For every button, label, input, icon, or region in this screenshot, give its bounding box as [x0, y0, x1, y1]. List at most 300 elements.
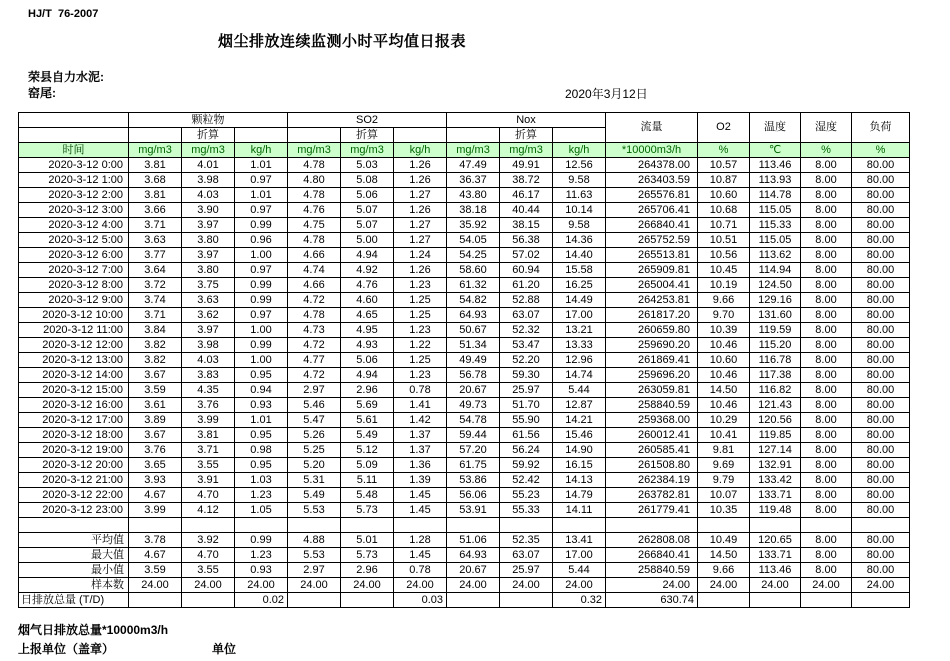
value-cell	[129, 593, 182, 608]
unit-cell: %	[852, 143, 910, 158]
value-cell: 3.64	[129, 263, 182, 278]
summary-label: 日排放总量 (T/D)	[19, 593, 129, 608]
value-cell	[801, 593, 852, 608]
value-cell: 119.85	[750, 428, 801, 443]
value-cell: 1.26	[394, 263, 447, 278]
value-cell: 24.00	[394, 578, 447, 593]
value-cell: 8.00	[801, 203, 852, 218]
hour-row	[19, 203, 910, 218]
value-cell: 80.00	[852, 368, 910, 383]
value-cell: 52.42	[500, 473, 553, 488]
value-cell: 43.80	[447, 188, 500, 203]
hour-row	[19, 443, 910, 458]
hour-row	[19, 338, 910, 353]
value-cell: 264253.81	[606, 293, 698, 308]
value-cell: 4.12	[182, 503, 235, 518]
hour-row	[19, 458, 910, 473]
col-group-flow: 流量	[606, 113, 698, 143]
value-cell: 59.92	[500, 458, 553, 473]
value-cell	[852, 593, 910, 608]
value-cell: 0.99	[235, 338, 288, 353]
value-cell: 3.81	[129, 188, 182, 203]
value-cell: 1.25	[394, 293, 447, 308]
value-cell: 8.00	[801, 488, 852, 503]
value-cell: 115.05	[750, 233, 801, 248]
value-cell: 263403.59	[606, 173, 698, 188]
value-cell: 4.76	[341, 278, 394, 293]
value-cell: 3.81	[129, 158, 182, 173]
value-cell: 9.66	[698, 293, 750, 308]
value-cell: 52.32	[500, 323, 553, 338]
blank-cell	[553, 128, 606, 143]
summary-label: 最大值	[19, 548, 129, 563]
value-cell: 3.99	[182, 413, 235, 428]
blank-cell	[288, 518, 341, 533]
value-cell: 10.29	[698, 413, 750, 428]
value-cell: 10.46	[698, 398, 750, 413]
value-cell: 113.46	[750, 158, 801, 173]
value-cell: 3.63	[182, 293, 235, 308]
value-cell: 4.72	[288, 368, 341, 383]
value-cell: 63.07	[500, 308, 553, 323]
value-cell: 1.27	[394, 218, 447, 233]
value-cell: 113.93	[750, 173, 801, 188]
summary-label: 平均值	[19, 533, 129, 548]
hour-row	[19, 278, 910, 293]
value-cell: 1.00	[235, 323, 288, 338]
value-cell: 8.00	[801, 248, 852, 263]
blank-cell	[288, 128, 341, 143]
value-cell: 80.00	[852, 443, 910, 458]
value-cell: 8.00	[801, 353, 852, 368]
value-cell: 8.00	[801, 233, 852, 248]
value-cell: 5.06	[341, 353, 394, 368]
value-cell: 0.97	[235, 263, 288, 278]
value-cell: 1.23	[394, 368, 447, 383]
value-cell: 8.00	[801, 428, 852, 443]
value-cell: 5.44	[553, 563, 606, 578]
col-group-o2: O2	[698, 113, 750, 143]
value-cell: 5.03	[341, 158, 394, 173]
blank-cell	[500, 518, 553, 533]
value-cell: 1.24	[394, 248, 447, 263]
hour-row	[19, 413, 910, 428]
value-cell: 10.14	[553, 203, 606, 218]
value-cell: 24.00	[553, 578, 606, 593]
value-cell: 8.00	[801, 563, 852, 578]
value-cell: 3.78	[129, 533, 182, 548]
value-cell: 25.97	[500, 383, 553, 398]
value-cell: 1.22	[394, 338, 447, 353]
value-cell: 0.97	[235, 173, 288, 188]
unit-cell: kg/h	[394, 143, 447, 158]
value-cell: 14.50	[698, 383, 750, 398]
value-cell: 9.58	[553, 173, 606, 188]
value-cell: 5.48	[341, 488, 394, 503]
value-cell: 265752.59	[606, 233, 698, 248]
value-cell: 10.46	[698, 368, 750, 383]
value-cell: 3.66	[129, 203, 182, 218]
page-title: 烟尘排放连续监测小时平均值日报表	[218, 33, 467, 50]
value-cell: 264378.00	[606, 158, 698, 173]
value-cell: 3.77	[129, 248, 182, 263]
value-cell: 4.78	[288, 188, 341, 203]
value-cell: 8.00	[801, 308, 852, 323]
value-cell: 24.00	[750, 578, 801, 593]
value-cell: 3.97	[182, 323, 235, 338]
value-cell: 59.44	[447, 428, 500, 443]
time-cell: 2020-3-12 15:00	[19, 383, 129, 398]
value-cell: 127.14	[750, 443, 801, 458]
hour-row	[19, 248, 910, 263]
value-cell: 4.78	[288, 308, 341, 323]
unit-cell: mg/m3	[341, 143, 394, 158]
value-cell: 119.48	[750, 503, 801, 518]
value-cell: 4.93	[341, 338, 394, 353]
value-cell: 80.00	[852, 278, 910, 293]
value-cell: 14.90	[553, 443, 606, 458]
time-cell: 2020-3-12 17:00	[19, 413, 129, 428]
value-cell: 3.74	[129, 293, 182, 308]
value-cell: 52.20	[500, 353, 553, 368]
value-cell: 24.00	[235, 578, 288, 593]
value-cell: 10.56	[698, 248, 750, 263]
value-cell: 4.74	[288, 263, 341, 278]
value-cell: 80.00	[852, 323, 910, 338]
value-cell: 3.71	[129, 308, 182, 323]
value-cell: 4.03	[182, 353, 235, 368]
blank-cell	[341, 518, 394, 533]
value-cell: 1.00	[235, 353, 288, 368]
value-cell: 2.97	[288, 383, 341, 398]
value-cell: 2.96	[341, 563, 394, 578]
value-cell: 40.44	[500, 203, 553, 218]
value-cell: 261817.20	[606, 308, 698, 323]
value-cell: 13.41	[553, 533, 606, 548]
value-cell: 1.42	[394, 413, 447, 428]
value-cell: 5.61	[341, 413, 394, 428]
time-cell: 2020-3-12 0:00	[19, 158, 129, 173]
col-group-humidity: 湿度	[801, 113, 852, 143]
value-cell: 10.41	[698, 428, 750, 443]
value-cell	[500, 593, 553, 608]
time-cell: 2020-3-12 16:00	[19, 398, 129, 413]
time-cell: 2020-3-12 23:00	[19, 503, 129, 518]
value-cell: 3.72	[129, 278, 182, 293]
value-cell: 266840.41	[606, 548, 698, 563]
value-cell: 80.00	[852, 413, 910, 428]
unit-cell: %	[698, 143, 750, 158]
value-cell: 56.38	[500, 233, 553, 248]
blank-cell	[19, 518, 129, 533]
value-cell: 3.89	[129, 413, 182, 428]
summary-row	[19, 563, 910, 578]
value-cell: 5.31	[288, 473, 341, 488]
value-cell: 1.26	[394, 158, 447, 173]
value-cell: 3.55	[182, 563, 235, 578]
col-group-temperature: 温度	[750, 113, 801, 143]
value-cell: 13.21	[553, 323, 606, 338]
value-cell: 2.97	[288, 563, 341, 578]
value-cell: 80.00	[852, 263, 910, 278]
blank-cell	[698, 518, 750, 533]
value-cell: 16.25	[553, 278, 606, 293]
value-cell: 20.67	[447, 383, 500, 398]
value-cell: 61.32	[447, 278, 500, 293]
value-cell: 5.12	[341, 443, 394, 458]
value-cell: 80.00	[852, 353, 910, 368]
value-cell: 131.60	[750, 308, 801, 323]
value-cell: 10.45	[698, 263, 750, 278]
value-cell: 1.26	[394, 203, 447, 218]
value-cell: 630.74	[606, 593, 698, 608]
value-cell: 10.60	[698, 188, 750, 203]
value-cell: 8.00	[801, 458, 852, 473]
value-cell: 53.47	[500, 338, 553, 353]
value-cell: 133.71	[750, 488, 801, 503]
value-cell: 54.82	[447, 293, 500, 308]
unit-cell: ℃	[750, 143, 801, 158]
value-cell: 80.00	[852, 338, 910, 353]
value-cell: 120.56	[750, 413, 801, 428]
value-cell: 260012.41	[606, 428, 698, 443]
value-cell: 80.00	[852, 383, 910, 398]
report-table	[18, 112, 910, 608]
value-cell: 24.00	[698, 578, 750, 593]
value-cell: 9.79	[698, 473, 750, 488]
value-cell: 4.94	[341, 368, 394, 383]
blank-cell	[235, 518, 288, 533]
value-cell: 259696.20	[606, 368, 698, 383]
value-cell: 80.00	[852, 398, 910, 413]
value-cell: 5.01	[341, 533, 394, 548]
time-header: 时间	[19, 143, 129, 158]
value-cell: 114.94	[750, 263, 801, 278]
value-cell: 8.00	[801, 398, 852, 413]
value-cell: 4.95	[341, 323, 394, 338]
value-cell: 114.78	[750, 188, 801, 203]
value-cell: 262808.08	[606, 533, 698, 548]
value-cell: 1.36	[394, 458, 447, 473]
value-cell: 0.95	[235, 368, 288, 383]
value-cell: 121.43	[750, 398, 801, 413]
value-cell: 1.00	[235, 248, 288, 263]
value-cell: 8.00	[801, 533, 852, 548]
hour-row	[19, 353, 910, 368]
value-cell: 0.98	[235, 443, 288, 458]
value-cell: 53.91	[447, 503, 500, 518]
value-cell: 8.00	[801, 278, 852, 293]
value-cell	[750, 593, 801, 608]
value-cell: 20.67	[447, 563, 500, 578]
value-cell: 5.11	[341, 473, 394, 488]
blank-cell	[553, 518, 606, 533]
standard-number: HJ/T 76-2007	[28, 8, 99, 20]
value-cell: 3.59	[129, 383, 182, 398]
hour-row	[19, 428, 910, 443]
value-cell: 49.91	[500, 158, 553, 173]
value-cell: 8.00	[801, 368, 852, 383]
value-cell: 265909.81	[606, 263, 698, 278]
value-cell: 9.58	[553, 218, 606, 233]
value-cell: 3.65	[129, 458, 182, 473]
value-cell: 0.93	[235, 563, 288, 578]
value-cell: 10.87	[698, 173, 750, 188]
time-cell: 2020-3-12 4:00	[19, 218, 129, 233]
value-cell: 4.67	[129, 488, 182, 503]
value-cell: 262384.19	[606, 473, 698, 488]
value-cell: 12.87	[553, 398, 606, 413]
value-cell: 5.46	[288, 398, 341, 413]
value-cell: 113.46	[750, 563, 801, 578]
time-cell: 2020-3-12 13:00	[19, 353, 129, 368]
value-cell: 24.00	[129, 578, 182, 593]
value-cell: 3.84	[129, 323, 182, 338]
time-cell: 2020-3-12 3:00	[19, 203, 129, 218]
value-cell: 265706.41	[606, 203, 698, 218]
summary-row	[19, 533, 910, 548]
value-cell: 113.62	[750, 248, 801, 263]
value-cell: 57.20	[447, 443, 500, 458]
value-cell: 132.91	[750, 458, 801, 473]
blank-cell	[182, 518, 235, 533]
value-cell: 3.82	[129, 338, 182, 353]
value-cell: 3.93	[129, 473, 182, 488]
value-cell: 3.61	[129, 398, 182, 413]
value-cell: 4.03	[182, 188, 235, 203]
time-cell: 2020-3-12 11:00	[19, 323, 129, 338]
value-cell: 1.39	[394, 473, 447, 488]
time-cell: 2020-3-12 12:00	[19, 338, 129, 353]
value-cell: 55.90	[500, 413, 553, 428]
value-cell: 265004.41	[606, 278, 698, 293]
value-cell: 0.99	[235, 293, 288, 308]
value-cell: 4.76	[288, 203, 341, 218]
value-cell: 260659.80	[606, 323, 698, 338]
time-header-blank	[19, 113, 129, 128]
value-cell: 14.36	[553, 233, 606, 248]
value-cell: 4.72	[288, 293, 341, 308]
value-cell: 5.08	[341, 173, 394, 188]
value-cell: 3.80	[182, 263, 235, 278]
value-cell: 119.59	[750, 323, 801, 338]
col-group-nox: Nox	[447, 113, 606, 128]
value-cell: 10.46	[698, 338, 750, 353]
value-cell: 17.00	[553, 308, 606, 323]
value-cell: 24.00	[801, 578, 852, 593]
value-cell: 3.99	[129, 503, 182, 518]
unit-cell: mg/m3	[182, 143, 235, 158]
value-cell: 1.03	[235, 473, 288, 488]
hour-row	[19, 488, 910, 503]
value-cell: 24.00	[500, 578, 553, 593]
value-cell: 120.65	[750, 533, 801, 548]
value-cell: 36.37	[447, 173, 500, 188]
value-cell: 58.60	[447, 263, 500, 278]
value-cell: 2.96	[341, 383, 394, 398]
value-cell: 1.05	[235, 503, 288, 518]
value-cell: 5.06	[341, 188, 394, 203]
value-cell: 80.00	[852, 173, 910, 188]
value-cell: 80.00	[852, 473, 910, 488]
flue-gas-daily-total-label: 烟气日排放总量*10000m3/h	[18, 623, 169, 637]
value-cell: 47.49	[447, 158, 500, 173]
summary-row	[19, 578, 910, 593]
value-cell: 1.27	[394, 188, 447, 203]
units-row	[19, 143, 910, 158]
value-cell: 15.58	[553, 263, 606, 278]
hour-row	[19, 158, 910, 173]
value-cell: 115.05	[750, 203, 801, 218]
value-cell: 3.71	[182, 443, 235, 458]
value-cell: 5.00	[341, 233, 394, 248]
value-cell: 57.02	[500, 248, 553, 263]
value-cell: 80.00	[852, 548, 910, 563]
value-cell: 14.50	[698, 548, 750, 563]
value-cell: 5.44	[553, 383, 606, 398]
value-cell: 10.07	[698, 488, 750, 503]
hour-row	[19, 293, 910, 308]
value-cell: 80.00	[852, 428, 910, 443]
value-cell: 54.25	[447, 248, 500, 263]
value-cell	[341, 593, 394, 608]
value-cell: 0.99	[235, 218, 288, 233]
value-cell: 10.60	[698, 353, 750, 368]
summary-row	[19, 593, 910, 608]
value-cell: 80.00	[852, 218, 910, 233]
value-cell	[182, 593, 235, 608]
value-cell: 80.00	[852, 293, 910, 308]
value-cell: 8.00	[801, 158, 852, 173]
value-cell: 38.18	[447, 203, 500, 218]
value-cell: 4.78	[288, 233, 341, 248]
value-cell: 53.86	[447, 473, 500, 488]
value-cell: 51.70	[500, 398, 553, 413]
value-cell: 4.77	[288, 353, 341, 368]
value-cell: 3.92	[182, 533, 235, 548]
value-cell: 1.01	[235, 188, 288, 203]
value-cell: 3.76	[129, 443, 182, 458]
hour-row	[19, 323, 910, 338]
value-cell: 0.78	[394, 383, 447, 398]
value-cell: 3.90	[182, 203, 235, 218]
value-cell: 24.00	[182, 578, 235, 593]
time-cell: 2020-3-12 19:00	[19, 443, 129, 458]
unit-cell: *10000m3/h	[606, 143, 698, 158]
hour-row	[19, 308, 910, 323]
time-cell: 2020-3-12 5:00	[19, 233, 129, 248]
value-cell: 14.40	[553, 248, 606, 263]
value-cell: 14.21	[553, 413, 606, 428]
hour-row	[19, 218, 910, 233]
value-cell: 59.30	[500, 368, 553, 383]
report-date: 2020年3月12日	[565, 87, 648, 101]
hour-row	[19, 473, 910, 488]
value-cell: 4.67	[129, 548, 182, 563]
value-cell: 5.25	[288, 443, 341, 458]
unit-cell: mg/m3	[129, 143, 182, 158]
value-cell: 8.00	[801, 218, 852, 233]
value-cell: 3.83	[182, 368, 235, 383]
value-cell: 3.67	[129, 428, 182, 443]
time-cell: 2020-3-12 1:00	[19, 173, 129, 188]
value-cell: 3.59	[129, 563, 182, 578]
value-cell: 8.00	[801, 173, 852, 188]
converted-header: 折算	[500, 128, 553, 143]
hour-row	[19, 398, 910, 413]
value-cell: 261508.80	[606, 458, 698, 473]
value-cell: 52.35	[500, 533, 553, 548]
